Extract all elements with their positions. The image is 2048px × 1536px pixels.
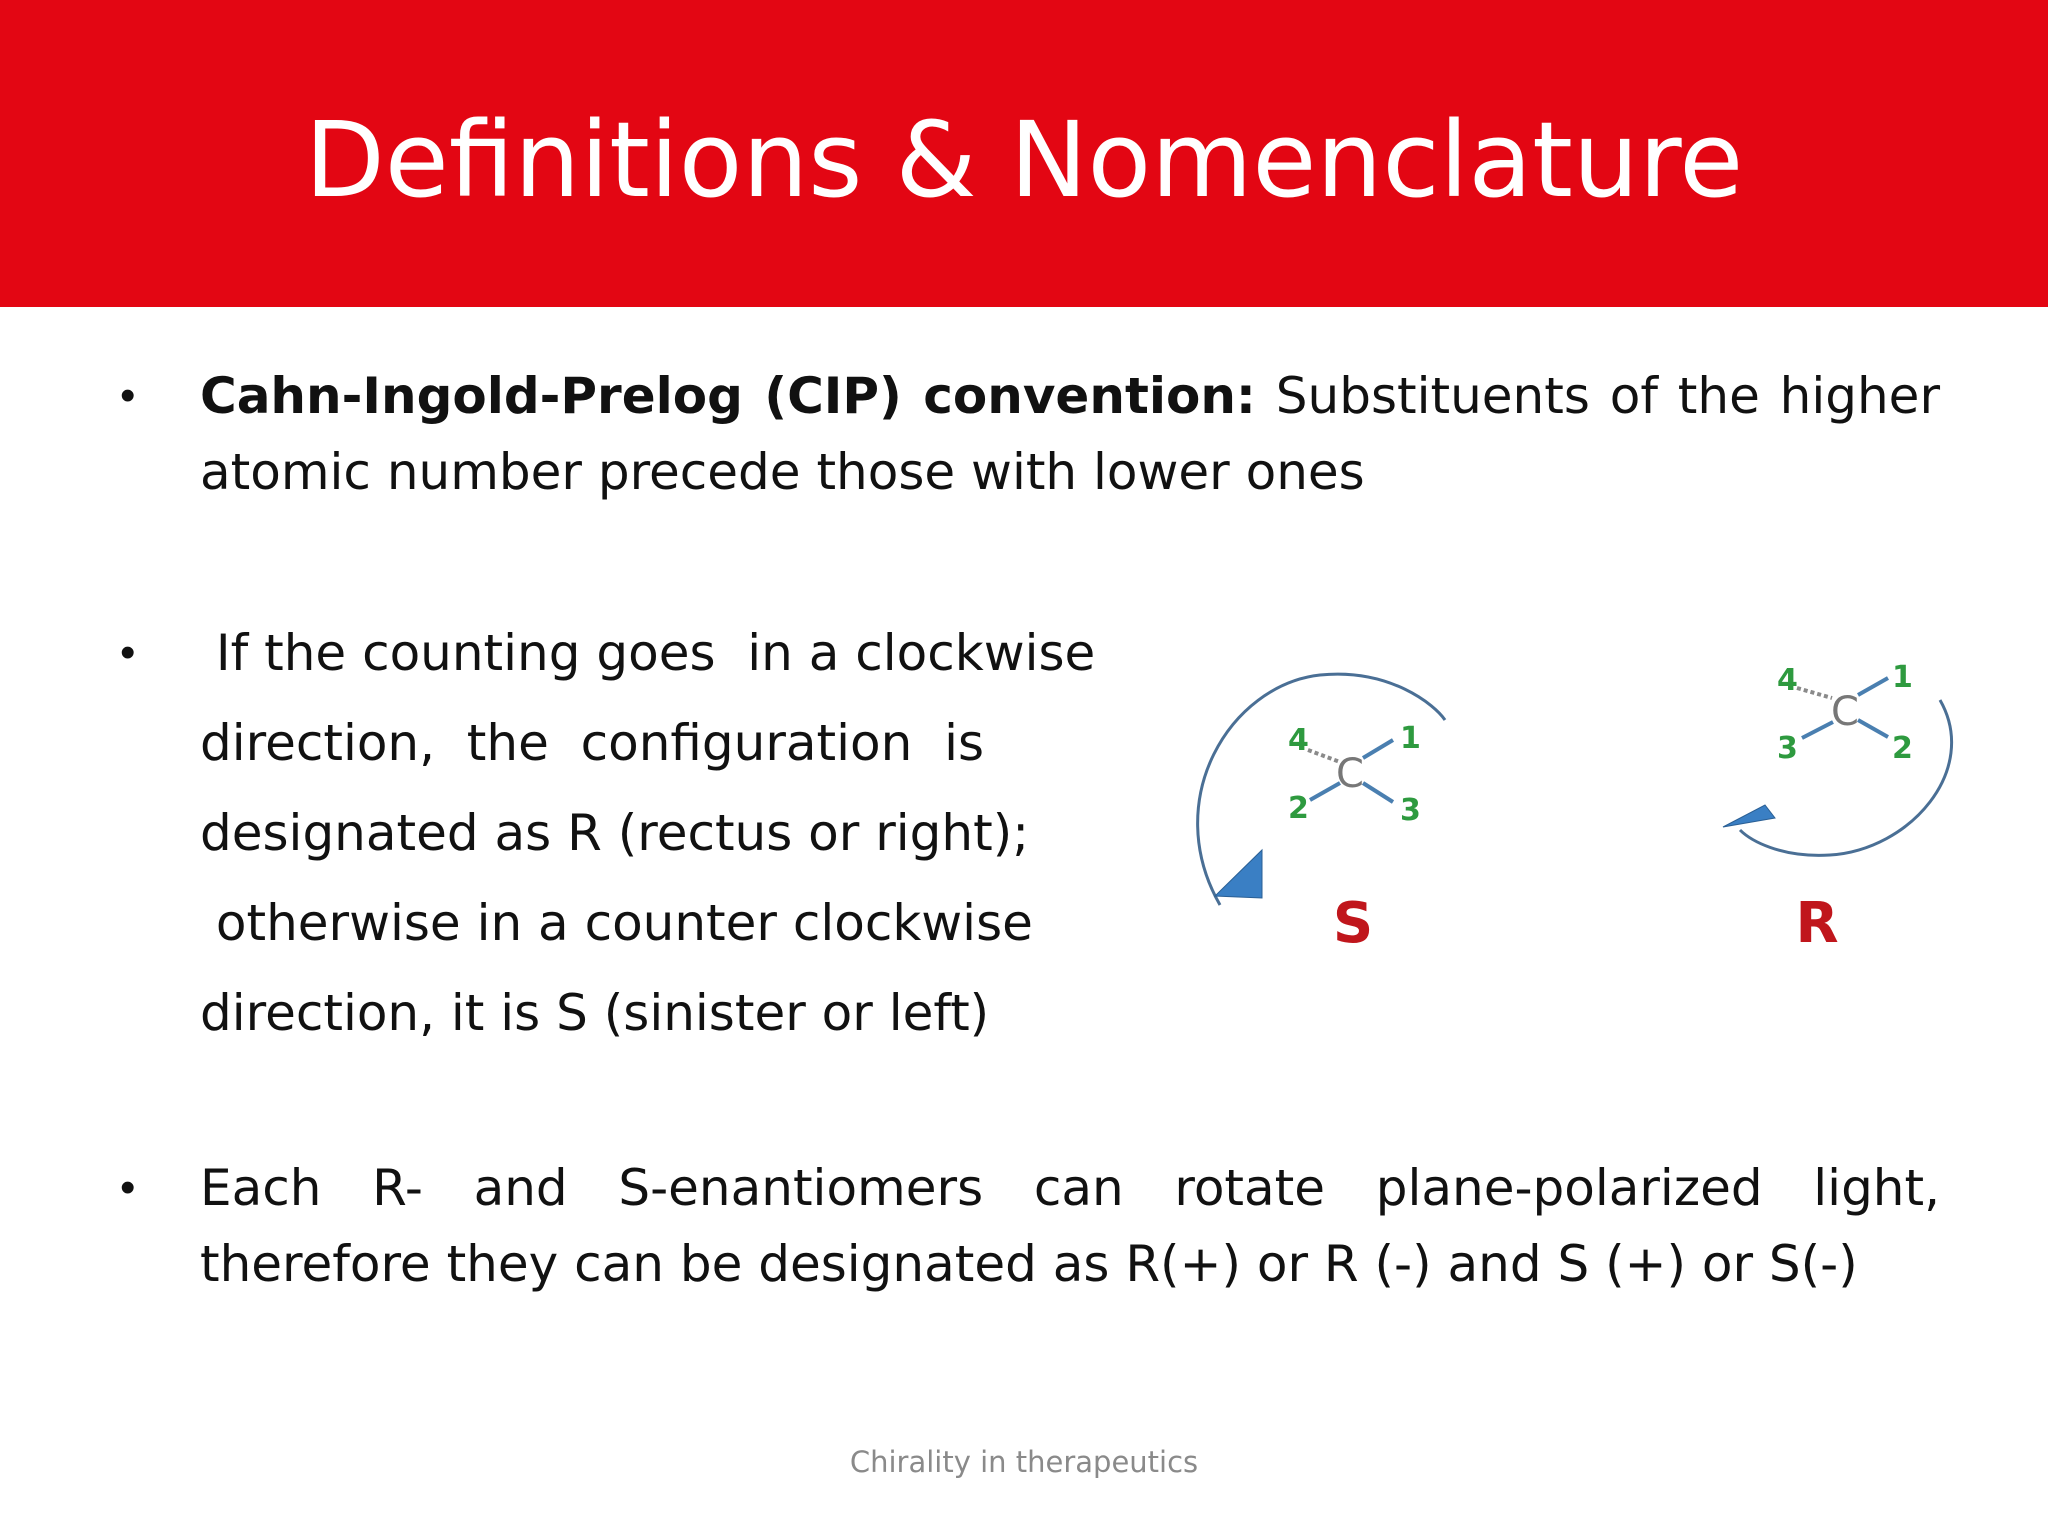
r-bond-3 [1802, 722, 1833, 738]
rs-rule-line: otherwise in a counter clockwise [200, 894, 1033, 952]
rs-rule-line: direction, it is S (sinister or left) [200, 984, 990, 1042]
s-counterclockwise-arc [1198, 674, 1445, 905]
s-substituent-1: 1 [1400, 721, 1421, 756]
s-arrowhead-icon [1215, 850, 1262, 898]
s-center-atom: C [1336, 751, 1364, 797]
bullet-marker: • [120, 371, 136, 420]
s-bond-1 [1363, 740, 1393, 758]
r-dashed-bond [1797, 688, 1832, 698]
r-substituent-3: 3 [1777, 731, 1798, 766]
r-substituent-1: 1 [1892, 660, 1913, 695]
cip-convention-definition: Substituents of the higher atomic number precede those with lower ones [200, 367, 1941, 501]
s-bond-3 [1363, 783, 1393, 802]
optical-rotation-paragraph: Each R- and S-enantiomers can rotate plane-polarized light, therefore they can be designated as R(+) or R (-) and S (+) or S(-) [200, 1159, 1940, 1293]
cip-convention-paragraph [200, 358, 1940, 510]
rs-configuration-diagram [1190, 650, 1980, 980]
cip-convention-term: Cahn-Ingold-Prelog (CIP) convention: [200, 367, 1256, 425]
s-substituent-2: 2 [1288, 791, 1309, 826]
slide-title: Definitions & Nomenclature [304, 99, 1744, 221]
r-arrowhead-icon [1723, 805, 1775, 827]
s-enantiomer [1198, 674, 1445, 956]
slide-footer: Chirality in therapeutics [849, 1445, 1199, 1479]
r-bond-1 [1858, 678, 1888, 695]
r-center-atom: C [1831, 689, 1859, 735]
r-enantiomer [1723, 660, 1952, 956]
s-substituent-4: 4 [1288, 723, 1309, 758]
bullet-marker: • [120, 628, 136, 677]
rs-rule-paragraph [200, 608, 1120, 1058]
s-label: S [1332, 891, 1374, 956]
r-bond-2 [1858, 720, 1888, 737]
r-substituent-4: 4 [1777, 663, 1798, 698]
title-banner [0, 0, 2048, 307]
bullet-marker: • [120, 1163, 136, 1212]
rs-rule-line: If the counting goes in a clockwise [200, 624, 1096, 682]
r-label: R [1795, 891, 1839, 956]
rs-rule-line: designated as R (rectus or right); [200, 804, 1030, 862]
r-substituent-2: 2 [1892, 731, 1913, 766]
s-substituent-3: 3 [1400, 793, 1421, 828]
rs-rule-line: direction, the configuration is [200, 714, 985, 772]
